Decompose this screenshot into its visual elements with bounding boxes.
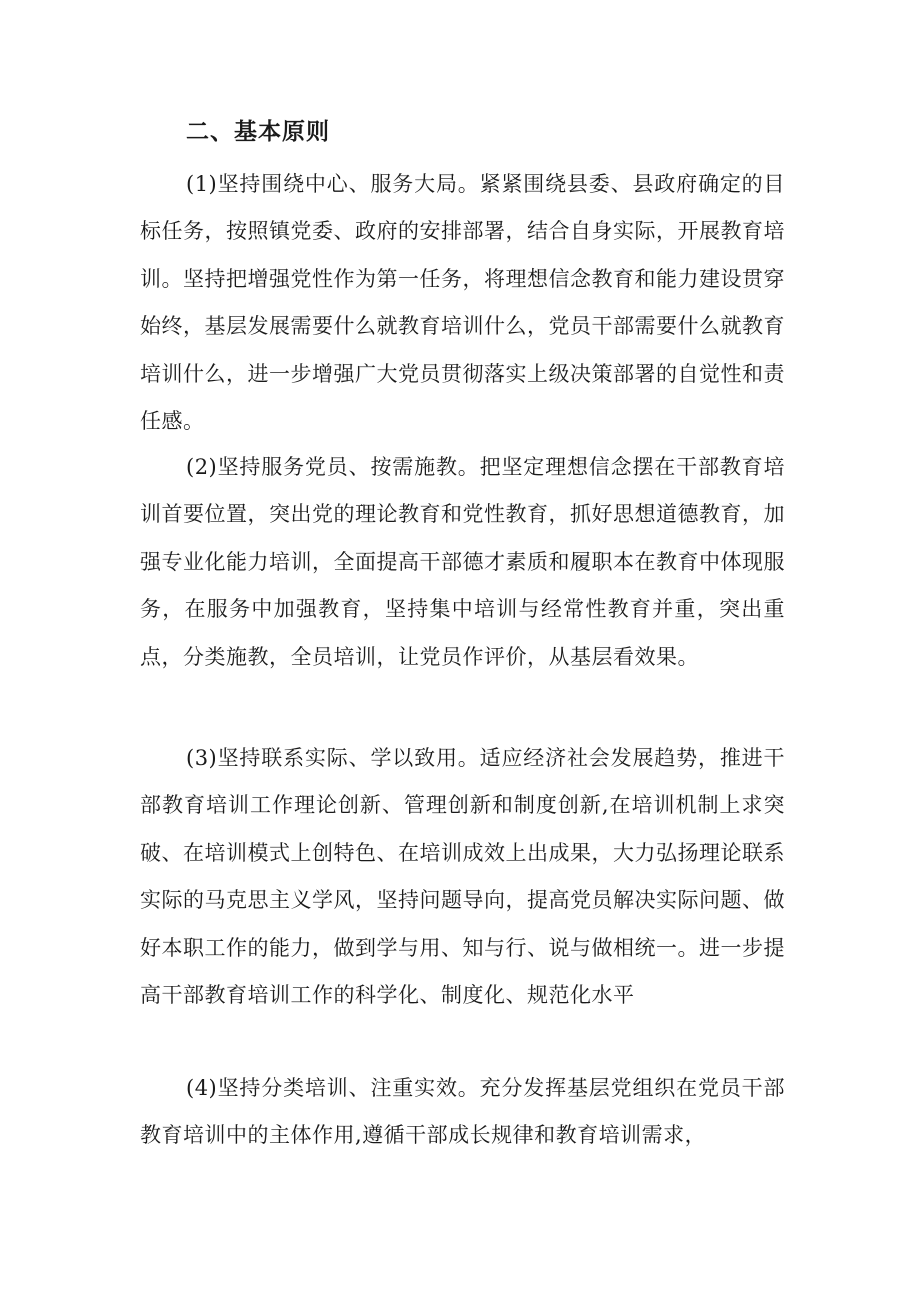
principle-paragraph-2: (2)坚持服务党员、按需施教。把坚定理想信念摆在干部教育培训首要位置，突出党的理论教育和党性教育，抓好思想道德教育，加强专业化能力培训，全面提高干部德才素质和履职本在教育中体现服务，在服务中加强教育，坚持集中培训与经常性教育并重，突出重点，分类施教，全员培训，让党员作评价，从基层看效果。 (140, 455, 785, 669)
principle-paragraph-4: (4)坚持分类培训、注重实效。充分发挥基层党组织在党员干部教育培训中的主体作用,遵循干部成长规律和教育培训需求， (140, 1076, 785, 1148)
principle-paragraph-3: (3)坚持联系实际、学以致用。适应经济社会发展趋势，推进干部教育培训工作理论创新、管理创新和制度创新,在培训机制上求突破、在培训模式上创特色、在培训成效上出成果，大力弘扬理论联系实际的马克思主义学风，坚持问题导向，提高党员解决实际问题、做好本职工作的能力，做到学与用、知与行、说与做相统一。进一步提高干部教育培训工作的科学化、制度化、规范化水平 (140, 746, 785, 1008)
principle-paragraph-1: (1)坚持围绕中心、服务大局。紧紧围绕县委、县政府确定的目标任务，按照镇党委、政府的安排部署，结合自身实际，开展教育培训。坚持把增强党性作为第一任务，将理想信念教育和能力建设贯穿始终，基层发展需要什么就教育培训什么，党员干部需要什么就教育培训什么，进一步增强广大党员贯彻落实上级决策部署的自觉性和责任感。 (140, 172, 785, 434)
section-heading: 二、基本原则 (186, 119, 330, 145)
